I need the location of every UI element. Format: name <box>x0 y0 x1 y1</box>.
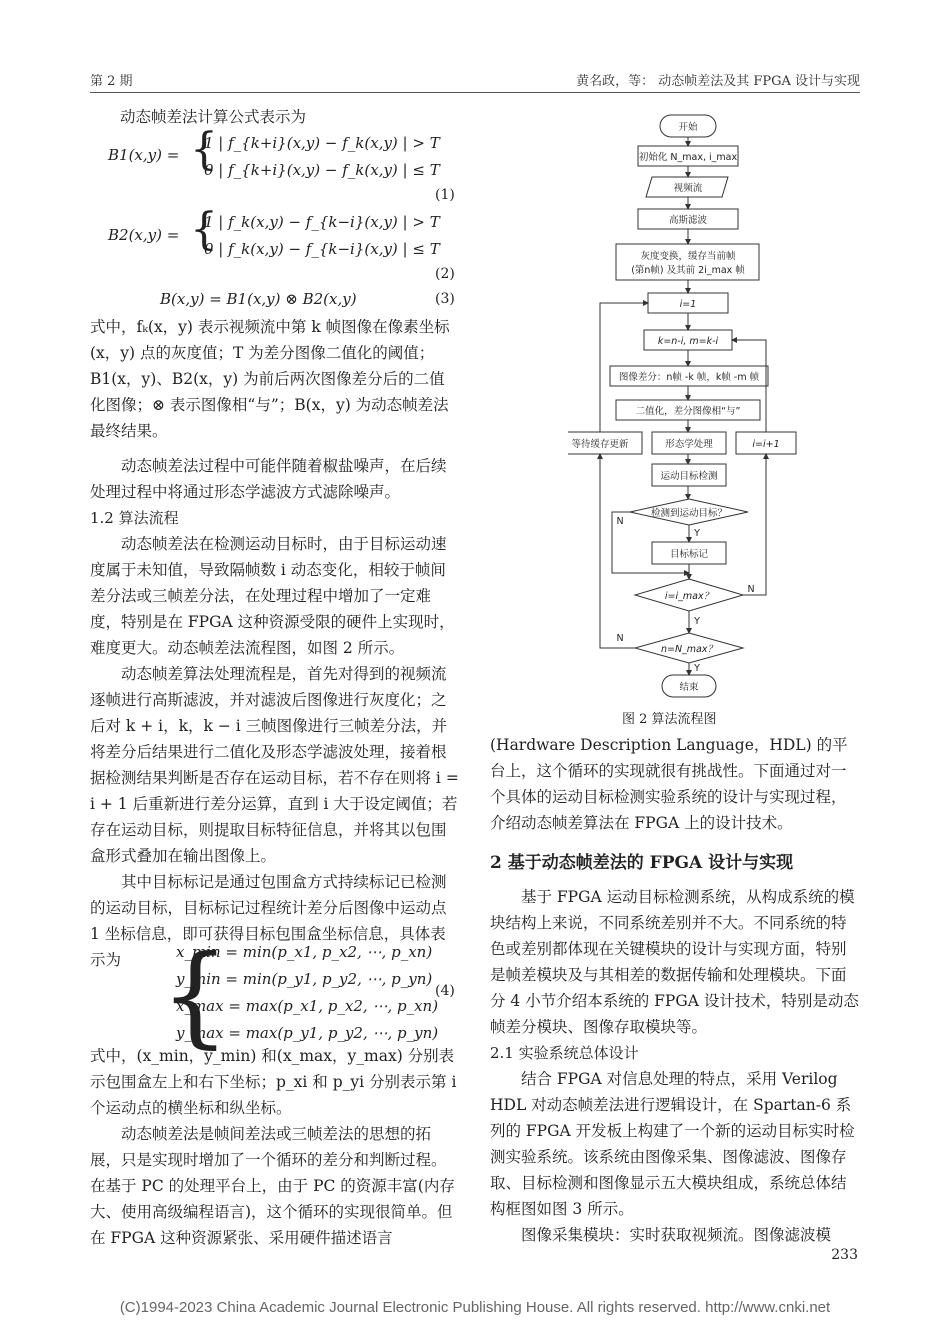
eq4-brace: { <box>160 931 230 1059</box>
eq2-lhs: B2(x,y) = <box>108 226 180 244</box>
paragraph-noise: 动态帧差法过程中可能伴随着椒盐噪声，在后续处理过程中将通过形态学滤波方式滤除噪声。 <box>90 457 447 501</box>
paragraph-capture: 图像采集模块：实时获取视频流。图像滤波模 <box>521 1226 832 1244</box>
flow-init-text: 初始化 N_max, i_max <box>638 152 738 163</box>
paragraph-overall-design: 结合 FPGA 对信息处理的特点，采用 Verilog HDL 对动态帧差法进行逻辑设计，在 Spartan-6 系列的 FPGA 开发板上构建了一个新的运动目标实时检测实验系统。该系统由图像采集、图像滤波、图像存取、目标检测和图像显示五大模块组成，系统总体结构框图如图 3 所示。 <box>490 1070 855 1218</box>
eq2-row2: 0 | f_k(x,y) − f_{k−i}(x,y) | ≤ T <box>204 240 440 258</box>
flow-q3-text: n=N_max？ <box>660 644 718 655</box>
flow-q1-text: 检测到运动目标？ <box>650 508 728 519</box>
paragraph-symbols: 式中，fₖ(x，y) 表示视频流中第 k 帧图像在像素坐标(x，y) 点的灰度值；T 为差分图像二值化的阈值；B1(x，y)、B2(x，y) 为前后两次图像差分后的二值化图像；⊗ 表示图像相“与”；B(x，y) 为动态帧差法最终结果。 <box>90 318 450 440</box>
flow-km-text: k=n-i, m=k-i <box>657 336 719 347</box>
flow-q2-text: i=i_max？ <box>664 591 714 602</box>
flow-gray-text-2: (第n帧) 及其前 2i_max 帧 <box>631 265 745 276</box>
eq4-number: (4) <box>435 983 455 999</box>
flow-n-label-2: N <box>747 584 755 595</box>
eq4-row1: x_min = min(p_x1, p_x2, ⋯, p_xn) <box>176 943 433 961</box>
flow-gauss-text: 高斯滤波 <box>668 215 708 226</box>
eq4-row3: x_max = max(p_x1, p_x2, ⋯, p_xn) <box>176 997 439 1015</box>
header-rule <box>90 92 860 93</box>
paragraph-bbox: 式中，(x_min，y_min) 和(x_max，y_max) 分别表示包围盒左上和右下坐标；p_xi 和 p_yi 分别表示第 i 个运动点的横坐标和纵坐标。 <box>90 1047 457 1117</box>
eq2-row1: 1 | f_k(x,y) − f_{k−i}(x,y) | > T <box>204 213 440 231</box>
copyright-footer: (C)1994-2023 China Academic Journal Electronic Publishing House. All rights reserved. http://www.cnki.net <box>119 1299 831 1316</box>
flow-gray-text-1: 灰度变换，缓存当前帧 <box>640 251 736 262</box>
flow-n-label-1: N <box>616 516 624 527</box>
eq3-number: (3) <box>435 291 455 307</box>
flow-inc-text: i=i+1 <box>752 439 780 450</box>
formula-intro: 动态帧差法计算公式表示为 <box>120 108 307 126</box>
flow-wait-text: 等待缓存更新 <box>571 439 629 450</box>
eq1-brace: { <box>190 124 218 175</box>
eq1-lhs: B1(x,y) = <box>108 146 180 164</box>
flow-video-text: 视频流 <box>673 183 703 194</box>
flow-end-text: 结束 <box>679 682 699 693</box>
eq4-row4: y_max = max(p_y1, p_y2, ⋯, p_yn) <box>176 1024 439 1042</box>
flow-diff-text: 图像差分：n帧 -k 帧，k帧 -m 帧 <box>618 372 760 383</box>
paragraph-target-marking: 其中目标标记是通过包围盒方式持续标记已检测的运动目标，目标标记过程统计差分后图像中运动点 1 坐标信息，即可获得目标包围盒坐标信息，具体表示为 <box>90 873 447 969</box>
paragraph-system: 基于 FPGA 运动目标检测系统，从构成系统的模块结构上来说，不同系统差别并不大。不同系统的特色或差别都体现在关键模块的设计与实现方面，特别是帧差模块及与其相差的数据传输和处理模块。下面分 4 小节介绍本系统的 FPGA 设计技术，特别是动态帧差分模块、图像存取模块等。 <box>490 888 859 1036</box>
eq1-row2: 0 | f_{k+i}(x,y) − f_k(x,y) | ≤ T <box>204 161 440 179</box>
eq2-brace: { <box>190 204 218 255</box>
flow-i1-text: i=1 <box>679 299 697 310</box>
paragraph-extension: 动态帧差法是帧间差法或三帧差法的思想的拓展，只是实现时增加了一个循环的差分和判断过程。在基于 PC 的处理平台上，由于 PC 的资源丰富(内存大、使用高级编程语言)，这个循环的实现很简单。但在 FPGA 这种资源紧张、采用硬件描述语言 <box>90 1125 455 1247</box>
flow-start-text: 开始 <box>678 122 698 133</box>
flow-y-label-1: Y <box>694 528 700 539</box>
paragraph-algorithm: 动态帧差法在检测运动目标时，由于目标运动速度属于未知值，导致隔帧数 i 动态变化，相较于帧间差分法或三帧差分法，在处理过程中增加了一定难度，特别是在 FPGA 这种资源受限的硬件上实现时，难度更大。动态帧差法流程图，如图 2 所示。 <box>90 535 455 657</box>
flow-y-label-3: Y <box>694 663 700 674</box>
section-1-2-heading: 1.2 算法流程 <box>90 509 179 527</box>
flow-mark-text: 目标标记 <box>669 549 709 560</box>
flow-y-label-2: Y <box>694 616 700 627</box>
flow-n-label-3: N <box>616 633 624 644</box>
eq4-row2: y_min = min(p_y1, p_y2, ⋯, p_yn) <box>176 970 433 988</box>
running-head-title: 黄名政，等： 动态帧差法及其 FPGA 设计与实现 <box>576 74 860 89</box>
running-head-issue: 第 2 期 <box>90 74 133 89</box>
eq1-row1: 1 | f_{k+i}(x,y) − f_k(x,y) | > T <box>204 134 440 152</box>
paragraph-hdl: (Hardware Description Language，HDL) 的平台上，这个循环的实现就很有挑战性。下面通过对一个具体的运动目标检测实验系统的设计与实现过程，介绍动态帧差算法在 FPGA 上的设计技术。 <box>490 736 848 832</box>
section-2-1-heading: 2.1 实验系统总体设计 <box>490 1044 639 1062</box>
eq2-number: (2) <box>435 266 455 282</box>
eq3: B(x,y) = B1(x,y) ⊗ B2(x,y) <box>160 290 357 308</box>
eq1-number: (1) <box>435 187 455 203</box>
flow-morph-text: 形态学处理 <box>665 439 713 450</box>
section-2-heading: 2 基于动态帧差法的 FPGA 设计与实现 <box>490 853 794 873</box>
paragraph-process: 动态帧差算法处理流程是，首先对得到的视频流逐帧进行高斯滤波，并对滤波后图像进行灰度化；之后对 k + i，k，k − i 三帧图像进行三帧差分法，并将差分后结果进行二值化及形态学滤波处理，接着根据检测结果判断是否存在运动目标，若不存在则将 i = i + 1 后重新进行差分运算，直到 i 大于设定阈值；若存在运动目标，则提取目标特征信息，并将其以包围盒形式叠加在输出图像上。 <box>90 665 459 865</box>
flow-detect-text: 运动目标检测 <box>660 471 718 482</box>
figure-2-caption: 图 2 算法流程图 <box>622 712 717 727</box>
page-number: 233 <box>831 1247 858 1263</box>
algorithm-flowchart <box>568 108 798 726</box>
flow-binar-text: 二值化，差分图像相“与” <box>635 406 741 417</box>
